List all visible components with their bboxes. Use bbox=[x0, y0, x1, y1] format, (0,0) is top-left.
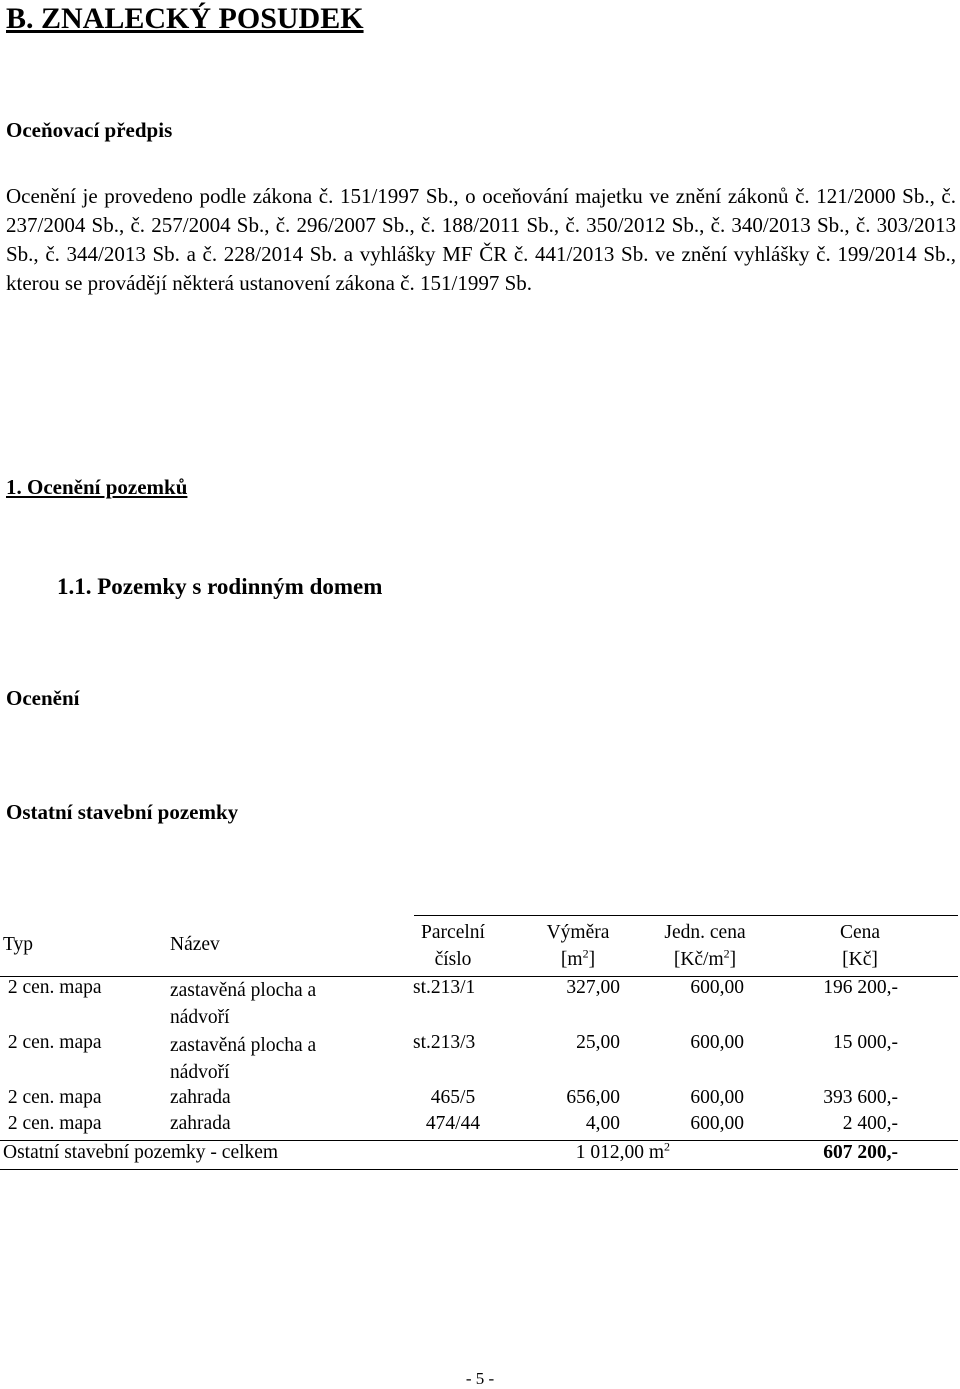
header-vymera-sup: 2 bbox=[582, 946, 589, 961]
header-jedn-close: ] bbox=[729, 949, 737, 970]
intro-paragraph: Ocenění je provedeno podle zákona č. 151/1997 Sb., o oceňování majetku ve znění zákonů č. 121/2000 Sb., č. 237/2004 Sb., č. 257/2004 Sb., č. 296/2007 Sb., č. 188/2011 Sb., č. 350/2012 Sb., č. 340/2013 Sb., č. 303/2013 Sb., č. 344/2013 Sb. a č. 228/2014 Sb. a vyhlášky MF ČR č. 441/2013 Sb. ve znění vyhlášky č. 199/2014 Sb., kterou se provádějí některá ustanovení zákona č. 151/1997 Sb. bbox=[6, 184, 956, 295]
header-parcelni-line1: Parcelní bbox=[421, 922, 485, 943]
cell-cena: 393 600,- bbox=[823, 1087, 898, 1108]
table-header-row bbox=[0, 919, 958, 975]
cell-nazev bbox=[170, 1032, 316, 1086]
cell-nazev-line2: nádvoří bbox=[170, 1007, 230, 1028]
cell-typ-text: 2 cen. mapa bbox=[7, 1032, 102, 1053]
cell-jedn-cena: 600,00 bbox=[690, 977, 744, 998]
total-top-rule bbox=[0, 1140, 958, 1141]
cell-nazev: zahrada bbox=[170, 1113, 231, 1134]
cell-cena: 196 200,- bbox=[823, 977, 898, 998]
section-heading-oceneni-pozemku: 1. Ocenění pozemků bbox=[6, 475, 188, 499]
total-vymera-value: 1 012,00 m bbox=[575, 1142, 664, 1163]
header-nazev: Název bbox=[170, 934, 220, 955]
header-vymera-line2 bbox=[522, 946, 634, 973]
cell-typ bbox=[3, 1113, 102, 1135]
cell-vymera: 327,00 bbox=[566, 977, 620, 998]
header-vymera-unit: [m bbox=[560, 949, 583, 970]
cell-typ bbox=[3, 1087, 102, 1109]
header-vymera-line1: Výměra bbox=[546, 922, 610, 943]
cell-jedn-cena: 600,00 bbox=[690, 1113, 744, 1134]
page-number: - 5 - bbox=[465, 1369, 495, 1388]
subsection-heading-pozemky: 1.1. Pozemky s rodinným domem bbox=[57, 574, 383, 599]
cell-vymera: 25,00 bbox=[576, 1032, 620, 1053]
cell-typ-text: 2 cen. mapa bbox=[7, 977, 102, 998]
header-jedn-line1: Jedn. cena bbox=[664, 922, 746, 943]
cell-parcelni: 474/44 bbox=[425, 1113, 481, 1134]
total-vymera-sup: 2 bbox=[664, 1139, 670, 1154]
header-cena-line1: Cena bbox=[839, 922, 881, 943]
cell-parcelni: st.213/1 bbox=[413, 977, 476, 998]
cell-parcelni: st.213/3 bbox=[413, 1032, 476, 1053]
header-vymera bbox=[522, 919, 634, 973]
cell-nazev-line1: zastavěná plocha a bbox=[170, 980, 317, 1001]
label-oceneni: Ocenění bbox=[6, 686, 80, 710]
cell-parcelni: 465/5 bbox=[430, 1087, 476, 1108]
cell-typ-text: 2 cen. mapa bbox=[7, 1087, 102, 1108]
table-top-rule bbox=[414, 915, 958, 916]
cell-nazev bbox=[170, 977, 316, 1031]
header-cena bbox=[800, 919, 920, 973]
header-jedn-sup: 2 bbox=[723, 946, 730, 961]
cell-jedn-cena: 600,00 bbox=[690, 1087, 744, 1108]
cell-nazev: zahrada bbox=[170, 1087, 231, 1108]
cell-typ bbox=[3, 977, 102, 999]
cell-nazev-line1: zastavěná plocha a bbox=[170, 1035, 317, 1056]
header-cena-line2: [Kč] bbox=[842, 949, 878, 970]
cell-vymera: 4,00 bbox=[585, 1113, 620, 1134]
header-jedn-line2 bbox=[640, 946, 770, 973]
cell-typ bbox=[3, 1032, 102, 1054]
cell-vymera: 656,00 bbox=[566, 1087, 620, 1108]
total-bottom-rule bbox=[0, 1169, 958, 1170]
label-ostatni-stavebni-pozemky: Ostatní stavební pozemky bbox=[6, 800, 239, 824]
cell-jedn-cena: 600,00 bbox=[690, 1032, 744, 1053]
cell-typ-text: 2 cen. mapa bbox=[7, 1113, 102, 1134]
cell-nazev-line2: nádvoří bbox=[170, 1062, 230, 1083]
cell-cena: 15 000,- bbox=[833, 1032, 898, 1053]
header-typ: Typ bbox=[3, 934, 34, 955]
header-vymera-close: ] bbox=[588, 949, 596, 970]
page-title: B. ZNALECKÝ POSUDEK bbox=[6, 2, 364, 35]
header-parcelni bbox=[398, 919, 508, 973]
cell-cena: 2 400,- bbox=[842, 1113, 898, 1134]
header-parcelni-line2: číslo bbox=[434, 949, 472, 970]
header-jedn-unit: [Kč/m bbox=[673, 949, 724, 970]
header-jedn-cena bbox=[640, 919, 770, 973]
total-label: Ostatní stavební pozemky - celkem bbox=[3, 1142, 279, 1163]
total-vymera bbox=[520, 1139, 670, 1164]
section-heading-ocenovaci-predpis: Oceňovací předpis bbox=[6, 118, 173, 142]
total-cena: 607 200,- bbox=[823, 1142, 898, 1163]
